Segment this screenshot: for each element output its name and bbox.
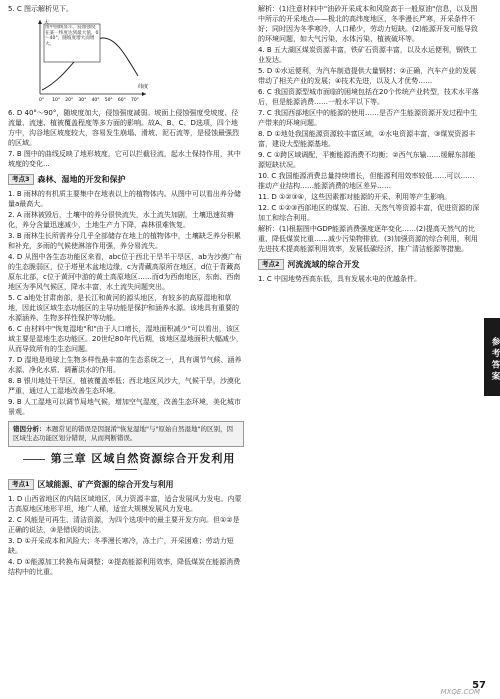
chapter-title: 第三章 区域自然资源综合开发利用 bbox=[8, 454, 244, 474]
answer-item: 5. D ①水运便利，为汽车制造提供大量钢材；②正确，汽车产业的发展带动了相关产业的发展；④技术先进，以及人才优势…… bbox=[258, 67, 477, 85]
answer-item: 4. D ①能源加工转换布局调整；②提高能源利用效率，降低煤炭在能源消费结构中的比重。 bbox=[8, 558, 241, 576]
answer-item: 10. C 我国能源消费总量持续增长，但能源利用效率较低……可以……推动产业结构……能源消费的地区差异…… bbox=[258, 172, 475, 190]
answer-item: 6. C 我国资源型城市面临的困境包括在20个传统产业转型，技术水平落后，但是能源消费……一般水平以下等。 bbox=[258, 88, 479, 106]
section-tag: 考点2 bbox=[258, 259, 284, 270]
graph-x-tick: 0° bbox=[39, 98, 45, 103]
answer-item: 1. C 中国地势西高东低，具有发展水电的优越条件。 bbox=[258, 275, 422, 283]
answer-analysis: 解析：(1)根据图中GDP能源消费强度逐年变化……(2)提高天然气的比重、降低煤炭比重……减少污染物排放。(3)加强资源的综合利用，利用先进技术提高能源利用效率，发展低碳经济，推广清洁能源等措施。 bbox=[258, 225, 478, 253]
graph-x-tick: 30° bbox=[78, 98, 87, 103]
x-axis-arrow bbox=[142, 92, 146, 96]
answer-item: 8. D ①地处我国能源资源较丰富区域，②水电资源丰富，③煤炭资源丰富，建设大型能源基地。 bbox=[258, 130, 476, 148]
graph-x-tick: 40° bbox=[91, 98, 100, 103]
erosion-graph bbox=[30, 16, 150, 106]
answer-side-tab: 参考答案 bbox=[484, 318, 500, 396]
section-tag: 考点3 bbox=[8, 174, 34, 185]
graph-x-tick: 70° bbox=[131, 98, 139, 103]
section-tag: 考点1 bbox=[8, 479, 34, 490]
graph-note-text: 图中曲线显示，侵蚀强度在某一纬度达到最大值，0～40°，随坡度增大而增大。 bbox=[45, 25, 99, 47]
answer-item: 11. D ①②③④，这些因素都对能源的开采、利用等产生影响。 bbox=[258, 193, 452, 201]
graph-xlabel: 纬度 bbox=[138, 84, 149, 90]
answer-item: 4. D 从图中各生态功能区来看，abc位于西北干旱半干旱区，ab为沙漠广布的生态脆弱区，位于塔里木盆地边缘，c为青藏高原所在地区，d位于青藏高原东北部，c位于黄河中游的黄土高原地区……而d为西南地区，东南、西南地区为季风气候区，降水丰富，水土流失问题突出。 bbox=[8, 253, 242, 291]
answer-item: 解析：(1)注意材料中"油砂开采成本和风险高于一般原油"信息，以及图中所示的开采地点——极北的高纬度地区，冬季漫长严寒，开采条件不好；同时因为冬季寒冷，人口稀少，劳动力短缺。(2)能源开发可能导致的环境问题，如大气污染、水体污染、植被破坏等。 bbox=[258, 5, 478, 43]
answer-item: 12. C ①②③西部地区的煤炭、石油、天然气等资源丰富，促进资源的深加工和综合利用。 bbox=[258, 204, 480, 222]
error-analysis-text: 本题常见的错误是因混淆"恢复湿地"与"原始自然湿地"的区别，因区域生态功能区划分错误，从而判断错误。 bbox=[13, 425, 233, 442]
energy-answers bbox=[8, 494, 244, 577]
answer-item: 9. C ①跨区域调配，平衡能源消费不均衡；②西气东输……缓解东部能源短缺状况。 bbox=[258, 151, 476, 169]
section-title: 森林、湿地的开发和保护 bbox=[37, 174, 126, 184]
error-analysis-label: 错因分析： bbox=[13, 425, 46, 433]
answer-item: 3. D ①开采成本和风险大；冬季漫长寒冷，冻土广，开采困难；劳动力短缺。 bbox=[8, 537, 234, 555]
answer-item: 2. A 雨林被毁后，土壤中的养分很快流失，水土流失加剧，土壤迅速贫瘠化，养分含量迅速减少，土地生产力下降，森林很难恢复。 bbox=[8, 211, 234, 229]
section-energy-header bbox=[8, 479, 244, 490]
answer-item: 7. D 湿地是地球上生物多样性最丰富的生态系统之一，具有调节气候、涵养水源、净化水质、调蓄洪水的作用。 bbox=[8, 356, 242, 374]
answer-item: 1. D 山西省地区的内陆区域地区，风力资源丰富，适合发展风力发电。内蒙古高原地区地形平坦，地广人稀，适宜大规模发展风力发电。 bbox=[8, 495, 242, 513]
graph-x-tick: 10° bbox=[52, 98, 61, 103]
section-river-header bbox=[258, 259, 480, 270]
answer-item: 2. C 风能是可再生、清洁资源，为四个选项中的最主要开发方向。但①②是正确的说法，③是错误的说法。 bbox=[8, 516, 240, 534]
page-number: 57 bbox=[472, 680, 486, 691]
answer-item: 1. B 雨林的有机质主要集中在地表以上的植物体内。从图中可以看出养分储量a最高大。 bbox=[8, 190, 241, 208]
graph-ylabel: 大 bbox=[44, 20, 50, 26]
answer-q7: 7. B 图中的曲线反映了地形坡度，它可以拦截径流，起水土保持作用，其中坡度的变化... bbox=[8, 150, 241, 168]
section-forest-wetland-header bbox=[8, 174, 244, 185]
y-axis-arrow bbox=[38, 20, 42, 24]
answer-item: 4. B 五大湖区煤炭资源丰富，铁矿石资源丰富，以及水运便利，钢铁工业发达。 bbox=[258, 46, 477, 64]
answer-q6: 6. D 40°～90°，随坡度加大，侵蚀强度减弱。坡面上侵蚀强度受坡度、径流量、流速、植被覆盖程度等多方面的影响。故A、B、C、D选项，四个地方中，沟谷地区坡度较大，容易发生崩塌、滑坡、泥石流等，是侵蚀最强烈的区域。 bbox=[8, 109, 239, 147]
graph-x-tick: 20° bbox=[65, 98, 74, 103]
error-analysis-box bbox=[8, 421, 244, 447]
answer-item: 9. B 人工湿地可以调节局地气候，增加空气湿度，改善生态环境，美化城市景观。 bbox=[8, 398, 241, 416]
right-column bbox=[258, 4, 480, 285]
answer-q5: 5. C 图示解析见下。 bbox=[8, 5, 74, 13]
watermark: MXQE.COM bbox=[440, 688, 480, 696]
answer-item: 6. C 由材料中"恢复湿地"和"由于人口增长，湿地面积减少"可以看出，该区域主要是湿地生态功能区。20世纪80年代后期，该地区湿地面积大幅减少，从而导致所有的生态问题。 bbox=[8, 325, 243, 353]
answer-item: 8. B 银川地处干旱区，植被覆盖率低；西北地区风沙大，气候干旱，沙漠化严重，通过人工湿地改善生态环境。 bbox=[8, 377, 241, 395]
answer-item: 3. B 雨林生长所需养分几乎全部储存在地上的植物体中，土壤缺乏养分积累和补充，多雨的气候使淋溶作用强，养分易流失。 bbox=[8, 232, 241, 250]
forest-answers bbox=[8, 189, 244, 417]
section-title: 区域能源、矿产资源的综合开发与利用 bbox=[37, 479, 174, 489]
graph-x-tick: 60° bbox=[117, 98, 126, 103]
section-title: 河流流域的综合开发 bbox=[287, 259, 360, 269]
left-column bbox=[8, 4, 244, 578]
answer-item: 5. C a地处甘肃南部，是长江和黄河的源头地区，有较多的高原湿地和草地，因此该区域生态功能区的主导功能是保护和涵养水源。该地具有重要的水源涵养、生物多样性保护等功能。 bbox=[8, 294, 239, 322]
graph-x-tick: 50° bbox=[104, 98, 113, 103]
erosion-graph-svg bbox=[30, 16, 150, 106]
answer-item: 7. C 我国西部地区中的能源的使用……是否产生能源资源开发过程中生产带来的环境问题。 bbox=[258, 109, 478, 127]
